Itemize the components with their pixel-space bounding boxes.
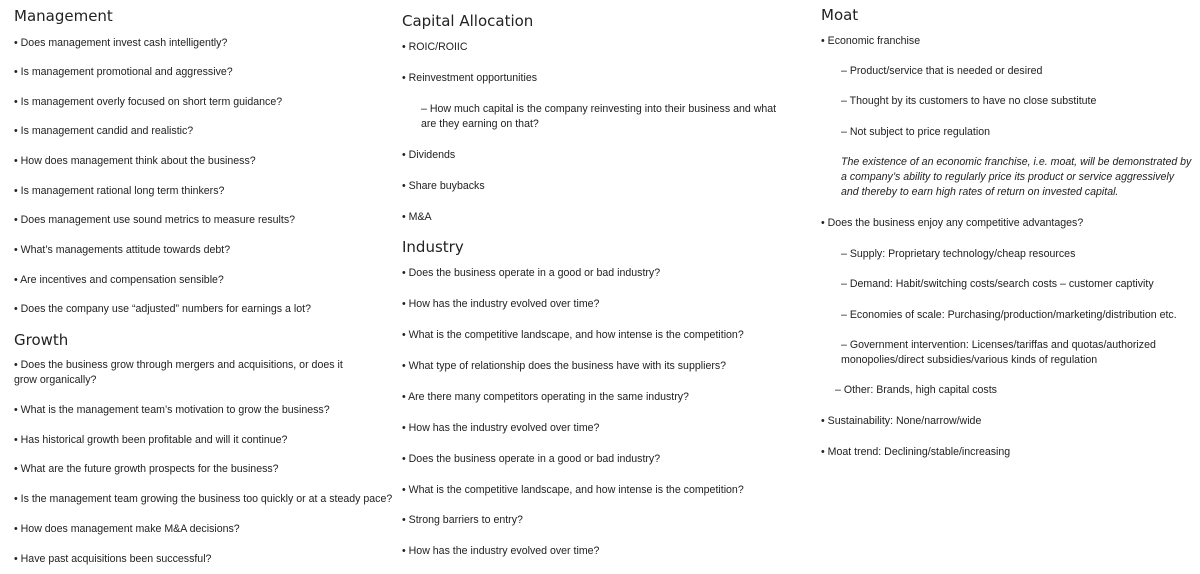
- growth-item: • Have past acquisitions been successful?: [14, 553, 212, 565]
- industry-item: • What is the competitive landscape, and how intense is the competition?: [402, 329, 744, 341]
- capital-subitem: – How much capital is the company reinvesting into their business and what are they earning on that?: [421, 103, 777, 130]
- industry-item: • How has the industry evolved over time?: [402, 545, 600, 557]
- moat-subitem: – Thought by its customers to have no close substitute: [841, 95, 1097, 107]
- growth-item: • What is the management team’s motivation to grow the business?: [14, 404, 330, 416]
- moat-item: • Does the business enjoy any competitive advantages?: [821, 217, 1084, 229]
- industry-item: • Does the business operate in a good or bad industry?: [402, 267, 661, 279]
- capital-item: • ROIC/ROIIC: [402, 41, 468, 53]
- management-item: • Are incentives and compensation sensible?: [14, 274, 224, 286]
- industry-item: • How has the industry evolved over time?: [402, 298, 600, 310]
- growth-item: • Is the management team growing the business too quickly or at a steady pace?: [14, 493, 393, 505]
- moat-subitem: – Government intervention: Licenses/tariffas and quotas/authorized monopolies/direct subsidies/various kinds of regulation: [841, 339, 1156, 366]
- management-item: • Is management rational long term thinkers?: [14, 185, 225, 197]
- industry-item: • Are there many competitors operating in the same industry?: [402, 391, 689, 403]
- growth-item: • Does the business grow through mergers and acquisitions, or does it grow organically?: [14, 359, 343, 386]
- management-item: • How does management think about the business?: [14, 155, 256, 167]
- growth-item: • Has historical growth been profitable and will it continue?: [14, 434, 288, 446]
- industry-item: • Does the business operate in a good or bad industry?: [402, 453, 661, 465]
- moat-item: • Economic franchise: [821, 35, 921, 47]
- moat-note: The existence of an economic franchise, i.e. moat, will be demonstrated by a company’s ability to regularly price its product or service aggressively and thereby to earn high rates of return on invested capital.: [841, 156, 1192, 198]
- management-item: • Does management use sound metrics to measure results?: [14, 214, 296, 226]
- industry-item: • Strong barriers to entry?: [402, 514, 523, 526]
- moat-subitem: – Economies of scale: Purchasing/production/marketing/distribution etc.: [841, 309, 1177, 321]
- moat-subitem: – Not subject to price regulation: [841, 126, 990, 138]
- moat-subitem: – Supply: Proprietary technology/cheap resources: [841, 248, 1076, 260]
- industry-item: • What type of relationship does the business have with its suppliers?: [402, 360, 727, 372]
- growth-item: • How does management make M&A decisions?: [14, 523, 240, 535]
- management-item: • Does the company use “adjusted” numbers for earnings a lot?: [14, 303, 311, 315]
- growth-heading: Growth: [14, 331, 69, 349]
- management-item: • Is management overly focused on short term guidance?: [14, 96, 283, 108]
- capital-item: • Dividends: [402, 149, 456, 161]
- capital-item: • M&A: [402, 211, 432, 223]
- management-item: • Is management promotional and aggressive?: [14, 66, 233, 78]
- management-item: • What’s managements attitude towards debt?: [14, 244, 231, 256]
- industry-item: • How has the industry evolved over time?: [402, 422, 600, 434]
- moat-heading: Moat: [821, 6, 859, 24]
- industry-item: • What is the competitive landscape, and how intense is the competition?: [402, 484, 744, 496]
- management-item: • Is management candid and realistic?: [14, 125, 194, 137]
- management-item: • Does management invest cash intelligently?: [14, 37, 228, 49]
- moat-subitem: – Other: Brands, high capital costs: [835, 384, 997, 396]
- management-heading: Management: [14, 7, 113, 25]
- capital-item: • Share buybacks: [402, 180, 485, 192]
- capital-allocation-heading: Capital Allocation: [402, 12, 534, 30]
- moat-subitem: – Product/service that is needed or desired: [841, 65, 1043, 77]
- growth-item: • What are the future growth prospects for the business?: [14, 463, 279, 475]
- moat-item: • Sustainability: None/narrow/wide: [821, 415, 982, 427]
- moat-subitem: – Demand: Habit/switching costs/search costs – customer captivity: [841, 278, 1154, 290]
- industry-heading: Industry: [402, 238, 464, 256]
- capital-item: • Reinvestment opportunities: [402, 72, 538, 84]
- moat-item: • Moat trend: Declining/stable/increasing: [821, 446, 1011, 458]
